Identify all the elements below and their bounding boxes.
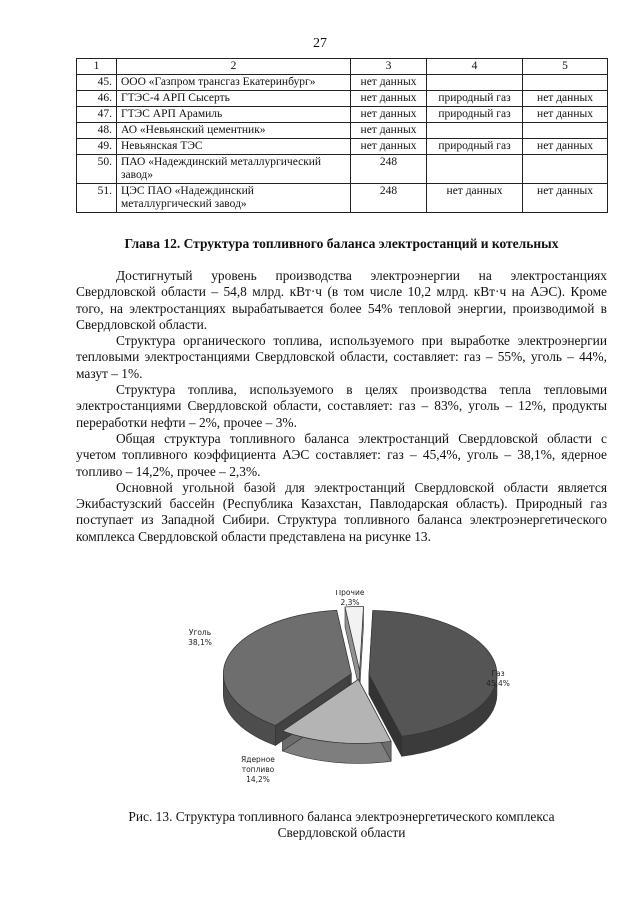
station-name: АО «Невьянский цементник» xyxy=(117,123,351,139)
cell-col4: природный газ xyxy=(427,91,523,107)
figure-caption xyxy=(76,809,607,841)
station-name: ПАО «Надеждинский металлургический завод» xyxy=(117,155,351,184)
station-name: Невьянская ТЭС xyxy=(117,139,351,155)
table-header-row xyxy=(77,59,608,75)
pie-chart xyxy=(180,590,540,805)
cell-col3: нет данных xyxy=(351,139,427,155)
table-header-cell: 1 xyxy=(77,59,117,75)
station-name: ООО «Газпром трансгаз Екатеринбург» xyxy=(117,75,351,91)
table-row xyxy=(77,139,608,155)
body-text xyxy=(76,268,607,545)
cell-col3: нет данных xyxy=(351,107,427,123)
table-row xyxy=(77,75,608,91)
slice-name: топливо xyxy=(241,765,275,774)
pie-slice-label xyxy=(188,628,212,647)
table-header-cell: 2 xyxy=(117,59,351,75)
row-number: 48. xyxy=(77,123,117,139)
caption-line: Свердловской области xyxy=(277,825,406,840)
row-number: 46. xyxy=(77,91,117,107)
station-name: ГТЭС АРП Арамиль xyxy=(117,107,351,123)
cell-col5 xyxy=(523,123,608,139)
slice-name: Газ xyxy=(491,669,505,678)
station-name: ГТЭС-4 АРП Сысерть xyxy=(117,91,351,107)
cell-col3: нет данных xyxy=(351,75,427,91)
slice-value: 45,4% xyxy=(486,679,510,688)
paragraph: Основной угольной базой для электростанций Свердловской области является Экибастузский бассейн (Республика Казахстан, Павлодарская область). Природный газ поступает из Западной Сибири. Структура топливного баланса электроэнергетического комплекса Свердловской области представлена на рисунке 13. xyxy=(76,479,607,544)
pie-slice-label xyxy=(241,755,275,784)
table-row xyxy=(77,107,608,123)
slice-value: 38,1% xyxy=(188,638,212,647)
paragraph: Достигнутый уровень производства электроэнергии на электростанциях Свердловской области – 54,8 млрд. кВт·ч (в том числе 10,2 млрд. кВт·ч на АЭС). Кроме того, на электростанциях вырабатывается более 54% тепловой энергии, производимой в Свердловской области. xyxy=(76,268,607,332)
slice-name: Прочие xyxy=(335,590,365,597)
table-header-cell: 4 xyxy=(427,59,523,75)
row-number: 45. xyxy=(77,75,117,91)
paragraph: Структура органического топлива, используемого при выработке электроэнергии тепловыми электростанциями Свердловской области, составляет: газ – 55%, уголь – 44%, мазут – 1%. xyxy=(76,333,607,381)
table-row xyxy=(77,123,608,139)
slice-value: 14,2% xyxy=(246,775,270,784)
fuel-table xyxy=(76,58,608,213)
cell-col4 xyxy=(427,75,523,91)
cell-col4: природный газ xyxy=(427,139,523,155)
row-number: 51. xyxy=(77,184,117,213)
paragraph: Структура топлива, используемого в целях производства тепла тепловыми электростанциями Свердловской области, составляет: газ – 83%, уголь – 12%, продукты переработки нефти – 2%, прочее – 3%. xyxy=(76,382,607,430)
caption-line: Рис. 13. Структура топливного баланса электроэнергетического комплекса xyxy=(128,809,555,824)
cell-col3: нет данных xyxy=(351,91,427,107)
slice-name: Уголь xyxy=(188,628,212,637)
cell-col4 xyxy=(427,123,523,139)
table-header-cell: 3 xyxy=(351,59,427,75)
cell-col5 xyxy=(523,75,608,91)
table-row xyxy=(77,184,608,213)
station-name: ЦЭС ПАО «Надеждинский металлургический завод» xyxy=(117,184,351,213)
row-number: 50. xyxy=(77,155,117,184)
cell-col4 xyxy=(427,155,523,184)
cell-col4: нет данных xyxy=(427,184,523,213)
table-header-cell: 5 xyxy=(523,59,608,75)
pie-slice-label xyxy=(336,590,365,607)
cell-col5 xyxy=(523,155,608,184)
cell-col5: нет данных xyxy=(523,139,608,155)
cell-col4: природный газ xyxy=(427,107,523,123)
table-row xyxy=(77,91,608,107)
row-number: 49. xyxy=(77,139,117,155)
slice-name: Ядерное xyxy=(241,755,275,764)
chapter-title: Глава 12. Структура топливного баланса электростанций и котельных xyxy=(124,236,559,251)
cell-col3: 248 xyxy=(351,184,427,213)
table-row xyxy=(77,155,608,184)
cell-col5: нет данных xyxy=(523,184,608,213)
cell-col3: 248 xyxy=(351,155,427,184)
cell-col5: нет данных xyxy=(523,107,608,123)
row-number: 47. xyxy=(77,107,117,123)
cell-col5: нет данных xyxy=(523,91,608,107)
slice-value: 2,3% xyxy=(340,598,360,607)
page-number: 27 xyxy=(313,36,327,51)
pie-chart-svg xyxy=(180,590,540,805)
paragraph: Общая структура топливного баланса электростанций Свердловской области с учетом топливного коэффициента АЭС составляет: газ – 45,4%, уголь – 38,1%, ядерное топливо – 14,2%, прочее – 2,3%. xyxy=(76,430,607,479)
cell-col3: нет данных xyxy=(351,123,427,139)
